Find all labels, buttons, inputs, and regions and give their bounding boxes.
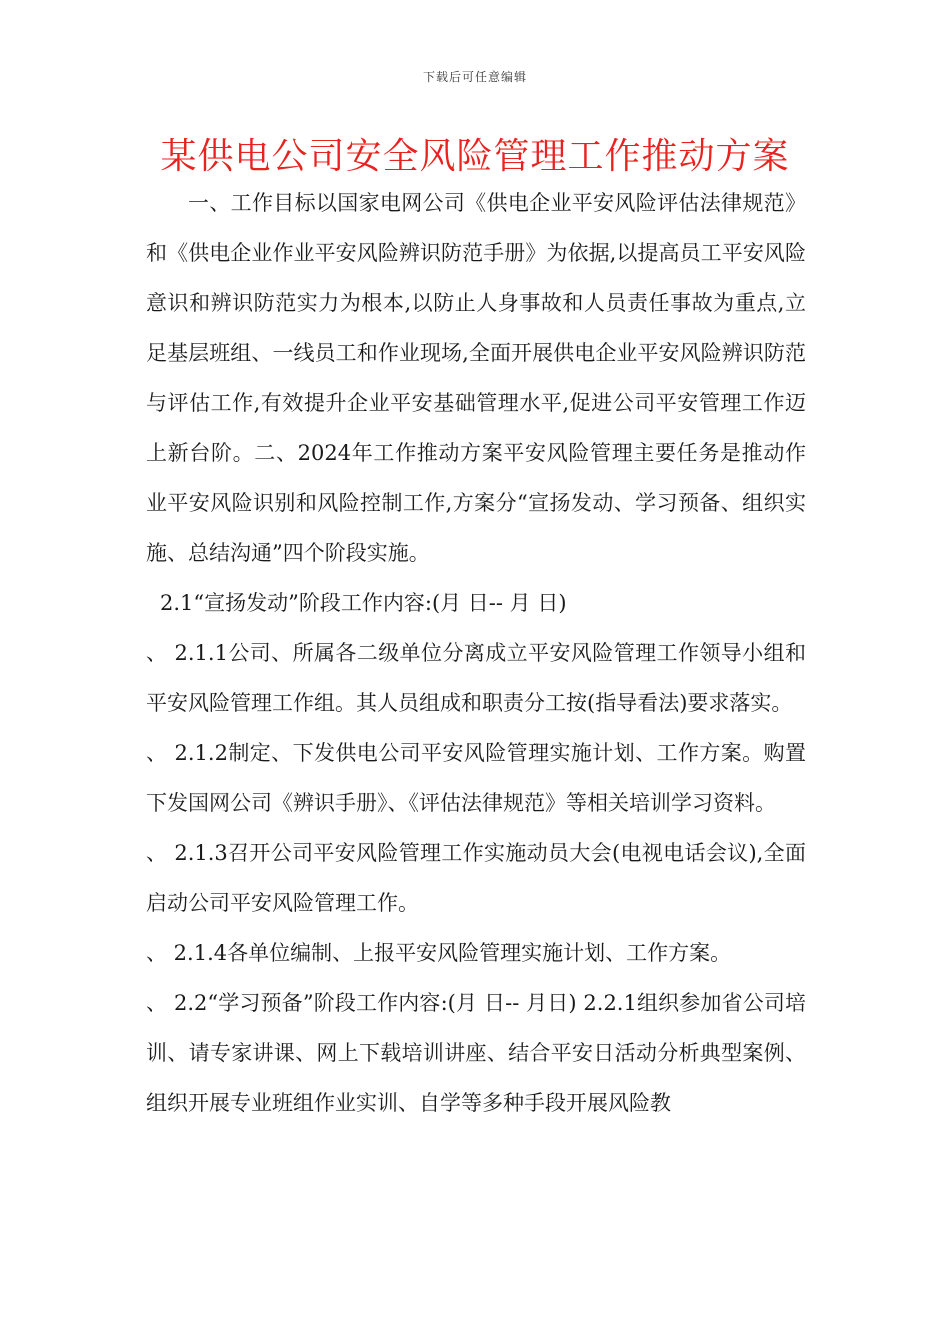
paragraph-section-2-1-2: 、 2.1.2制定、下发供电公司平安风险管理实施计划、工作方案。购置下发国网公司《辨识手册》、《评估法律规范》等相关培训学习资料。 — [146, 741, 806, 815]
header-note: 下载后可任意编辑 — [422, 70, 527, 84]
paragraph-section-2-1-3: 、 2.1.3召开公司平安风险管理工作实施动员大会(电视电话会议),全面启动公司平安风险管理工作。 — [146, 841, 806, 915]
paragraph-section-2-1-1: 、 2.1.1公司、所属各二级单位分离成立平安风险管理工作领导小组和平安风险管理工作组。其人员组成和职责分工按(指导看法)要求落实。 — [146, 641, 806, 715]
paragraph-section-2-1: 2.1“宣扬发动”阶段工作内容:(月 日-- 月 日) — [160, 591, 567, 615]
paragraph-section-2-2: 、 2.2“学习预备”阶段工作内容:(月 日-- 月日) 2.2.1组织参加省公司培训、请专家讲课、网上下载培训讲座、结合平安日活动分析典型案例、组织开展专业班组作业实训、自学等多种手段开展风险教 — [146, 991, 806, 1115]
document-body — [146, 178, 806, 1128]
paragraph-section-2-1-4: 、 2.1.4各单位编制、上报平安风险管理实施计划、工作方案。 — [146, 941, 732, 965]
document-title: 某供电公司安全风险管理工作推动方案 — [160, 136, 790, 177]
paragraph-goals: 一、工作目标以国家电网公司《供电企业平安风险评估法律规范》和《供电企业作业平安风险辨识防范手册》为依据,以提高员工平安风险意识和辨识防范实力为根本,以防止人身事故和人员责任事故为重点,立足基层班组、一线员工和作业现场,全面开展供电企业平安风险辨识防范与评估工作,有效提升企业平安基础管理水平,促进公司平安管理工作迈上新台阶。二、2024年工作推动方案平安风险管理主要任务是推动作业平安风险识别和风险控制工作,方案分“宣扬发动、学习预备、组织实施、总结沟通”四个阶段实施。 — [146, 191, 806, 565]
